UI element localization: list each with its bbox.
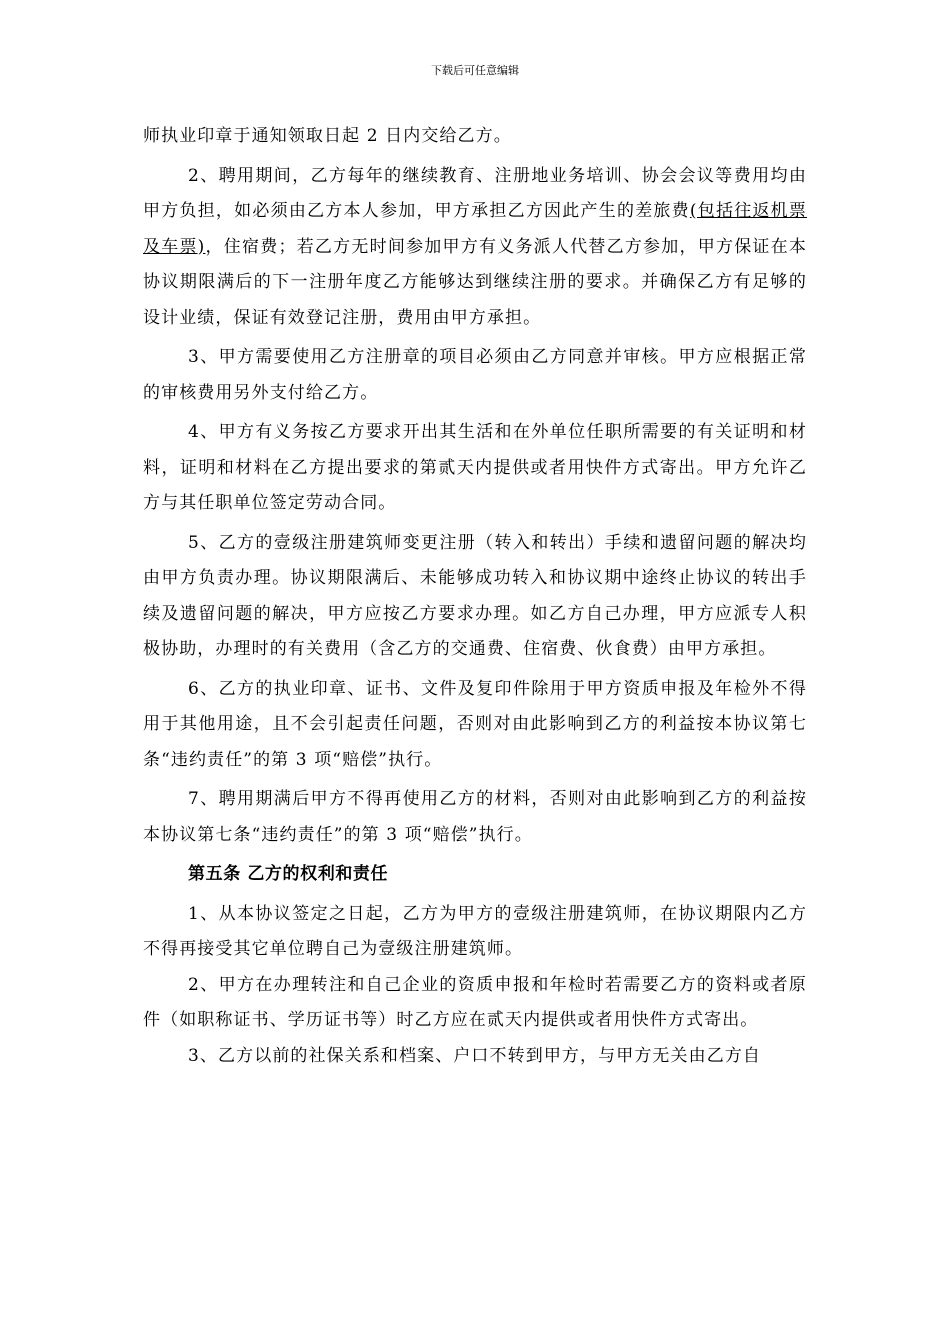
clause-item-2	[143, 159, 807, 337]
rights-item-2: 2、甲方在办理转注和自己企业的资质申报和年检时若需要乙方的资料或者原件（如职称证书、学历证书等）时乙方应在贰天内提供或者用快件方式寄出。	[143, 974, 807, 1030]
clause-item-4: 4、甲方有义务按乙方要求开出其生活和在外单位任职所需要的有关证明和材料，证明和材料在乙方提出要求的第贰天内提供或者用快件方式寄出。甲方允许乙方与其任职单位签定劳动合同。	[143, 422, 807, 513]
rights-item-3: 3、乙方以前的社保关系和档案、户口不转到甲方，与甲方无关由乙方自	[188, 1045, 762, 1066]
clause-item-2-text-b: ，住宿费；若乙方无时间参加甲方有义务派人代替乙方参加，甲方保证在本协议期限满后的下一注册年度乙方能够达到继续注册的要求。并确保乙方有足够的设计业绩，保证有效登记注册，费用由甲方承担。	[143, 236, 807, 328]
document-body	[143, 119, 807, 1078]
clause-item-2-text-a: 2、聘用期间，乙方每年的继续教育、注册地业务培训、协会会议等费用均由甲方负担，如必须由乙方本人参加，甲方承担乙方因此产生的差旅费	[143, 165, 807, 221]
clause-item-7: 7、聘用期满后甲方不得再使用乙方的材料，否则对由此影响到乙方的利益按本协议第七条“违约责任”的第 3 项“赔偿”执行。	[143, 789, 807, 845]
page-header-note: 下载后可任意编辑	[431, 64, 519, 77]
clause-item-5: 5、乙方的壹级注册建筑师变更注册（转入和转出）手续和遗留问题的解决均由甲方负责办理。协议期限满后、未能够成功转入和协议期中途终止协议的转出手续及遗留问题的解决，甲方应按乙方要求办理。如乙方自己办理，甲方应派专人积极协助，办理时的有关费用（含乙方的交通费、住宿费、伙食费）由甲方承担。	[143, 532, 807, 659]
section-heading-article-5: 第五条 乙方的权利和责任	[188, 864, 389, 884]
paragraph-continuation: 师执业印章于通知领取日起 2 日内交给乙方。	[143, 126, 512, 146]
clause-item-2-underlined: (包括往返机票及车票)	[143, 201, 807, 257]
clause-item-6: 6、乙方的执业印章、证书、文件及复印件除用于甲方资质申报及年检外不得用于其他用途，且不会引起责任问题，否则对由此影响到乙方的利益按本协议第七条“违约责任”的第 3 项“赔偿”执行。	[143, 678, 807, 770]
clause-item-3: 3、甲方需要使用乙方注册章的项目必须由乙方同意并审核。甲方应根据正常的审核费用另外支付给乙方。	[143, 347, 807, 403]
rights-item-1: 1、从本协议签定之日起，乙方为甲方的壹级注册建筑师，在协议期限内乙方不得再接受其它单位聘自己为壹级注册建筑师。	[143, 903, 807, 959]
